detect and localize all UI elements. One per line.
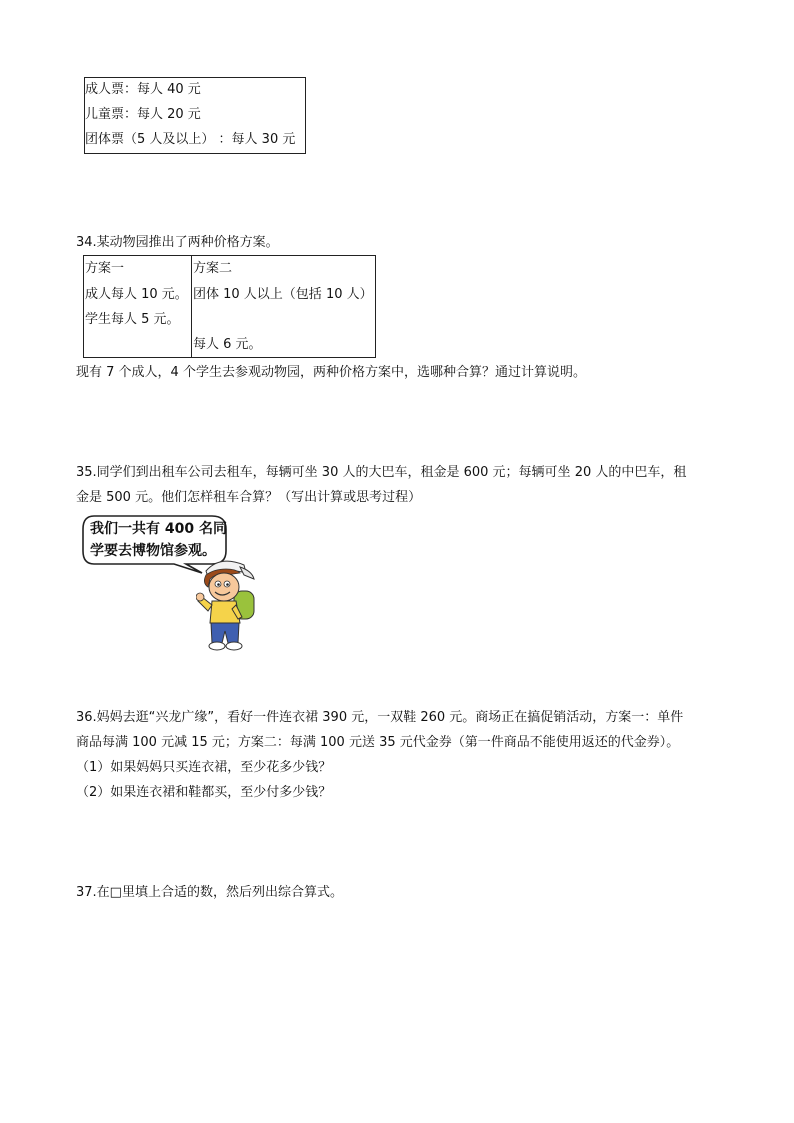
group-ticket-price: 团体票（5 人及以上） ：每人 30 元 — [85, 132, 296, 147]
plan1-header: 方案一 — [85, 261, 125, 276]
plan1-student-price: 学生每人 5 元。 — [85, 312, 180, 327]
q36-line2: 商品每满 100 元减 15 元；方案二：每满 100 元送 35 元代金券（第一件商品不能使用返还的代金券）。 — [76, 735, 680, 750]
plan2-header: 方案二 — [193, 261, 233, 276]
bubble-text-line2: 学要去博物馆参观。 — [90, 543, 216, 559]
q37-title: 37.在□里填上合适的数，然后列出综合算式。 — [76, 885, 343, 900]
q36-line1: 36.妈妈去逛“兴龙广缘”，看好一件连衣裙 390 元，一双鞋 260 元。商场正在搞促销活动，方案一：单件 — [76, 710, 684, 725]
q35-line2: 金是 500 元。他们怎样租车合算？（写出计算或思考过程） — [76, 490, 422, 505]
plan2-group-price: 每人 6 元。 — [193, 337, 262, 352]
table-divider — [191, 256, 192, 357]
cartoon-boy-illustration — [196, 557, 262, 653]
q36-subquestion-1: （1）如果妈妈只买连衣裙，至少花多少钱？ — [76, 760, 332, 775]
q36-subquestion-2: （2）如果连衣裙和鞋都买，至少付多少钱？ — [76, 785, 332, 800]
bubble-text-line1: 我们一共有 400 名同 — [90, 521, 227, 537]
plan1-adult-price: 成人每人 10 元。 — [85, 287, 188, 302]
q34-question: 现有 7 个成人，4 个学生去参观动物园，两种价格方案中，选哪种合算？通过计算说明。 — [76, 365, 586, 380]
q34-plan-table — [83, 255, 376, 358]
q34-title: 34.某动物园推出了两种价格方案。 — [76, 235, 279, 250]
plan2-group-rule: 团体 10 人以上（包括 10 人） — [193, 287, 373, 302]
ticket-price-box — [84, 77, 306, 154]
adult-ticket-price: 成人票：每人 40 元 — [85, 82, 201, 97]
child-ticket-price: 儿童票：每人 20 元 — [85, 107, 201, 122]
q35-line1: 35.同学们到出租车公司去租车，每辆可坐 30 人的大巴车，租金是 600 元；每辆可坐 20 人的中巴车，租 — [76, 465, 687, 480]
